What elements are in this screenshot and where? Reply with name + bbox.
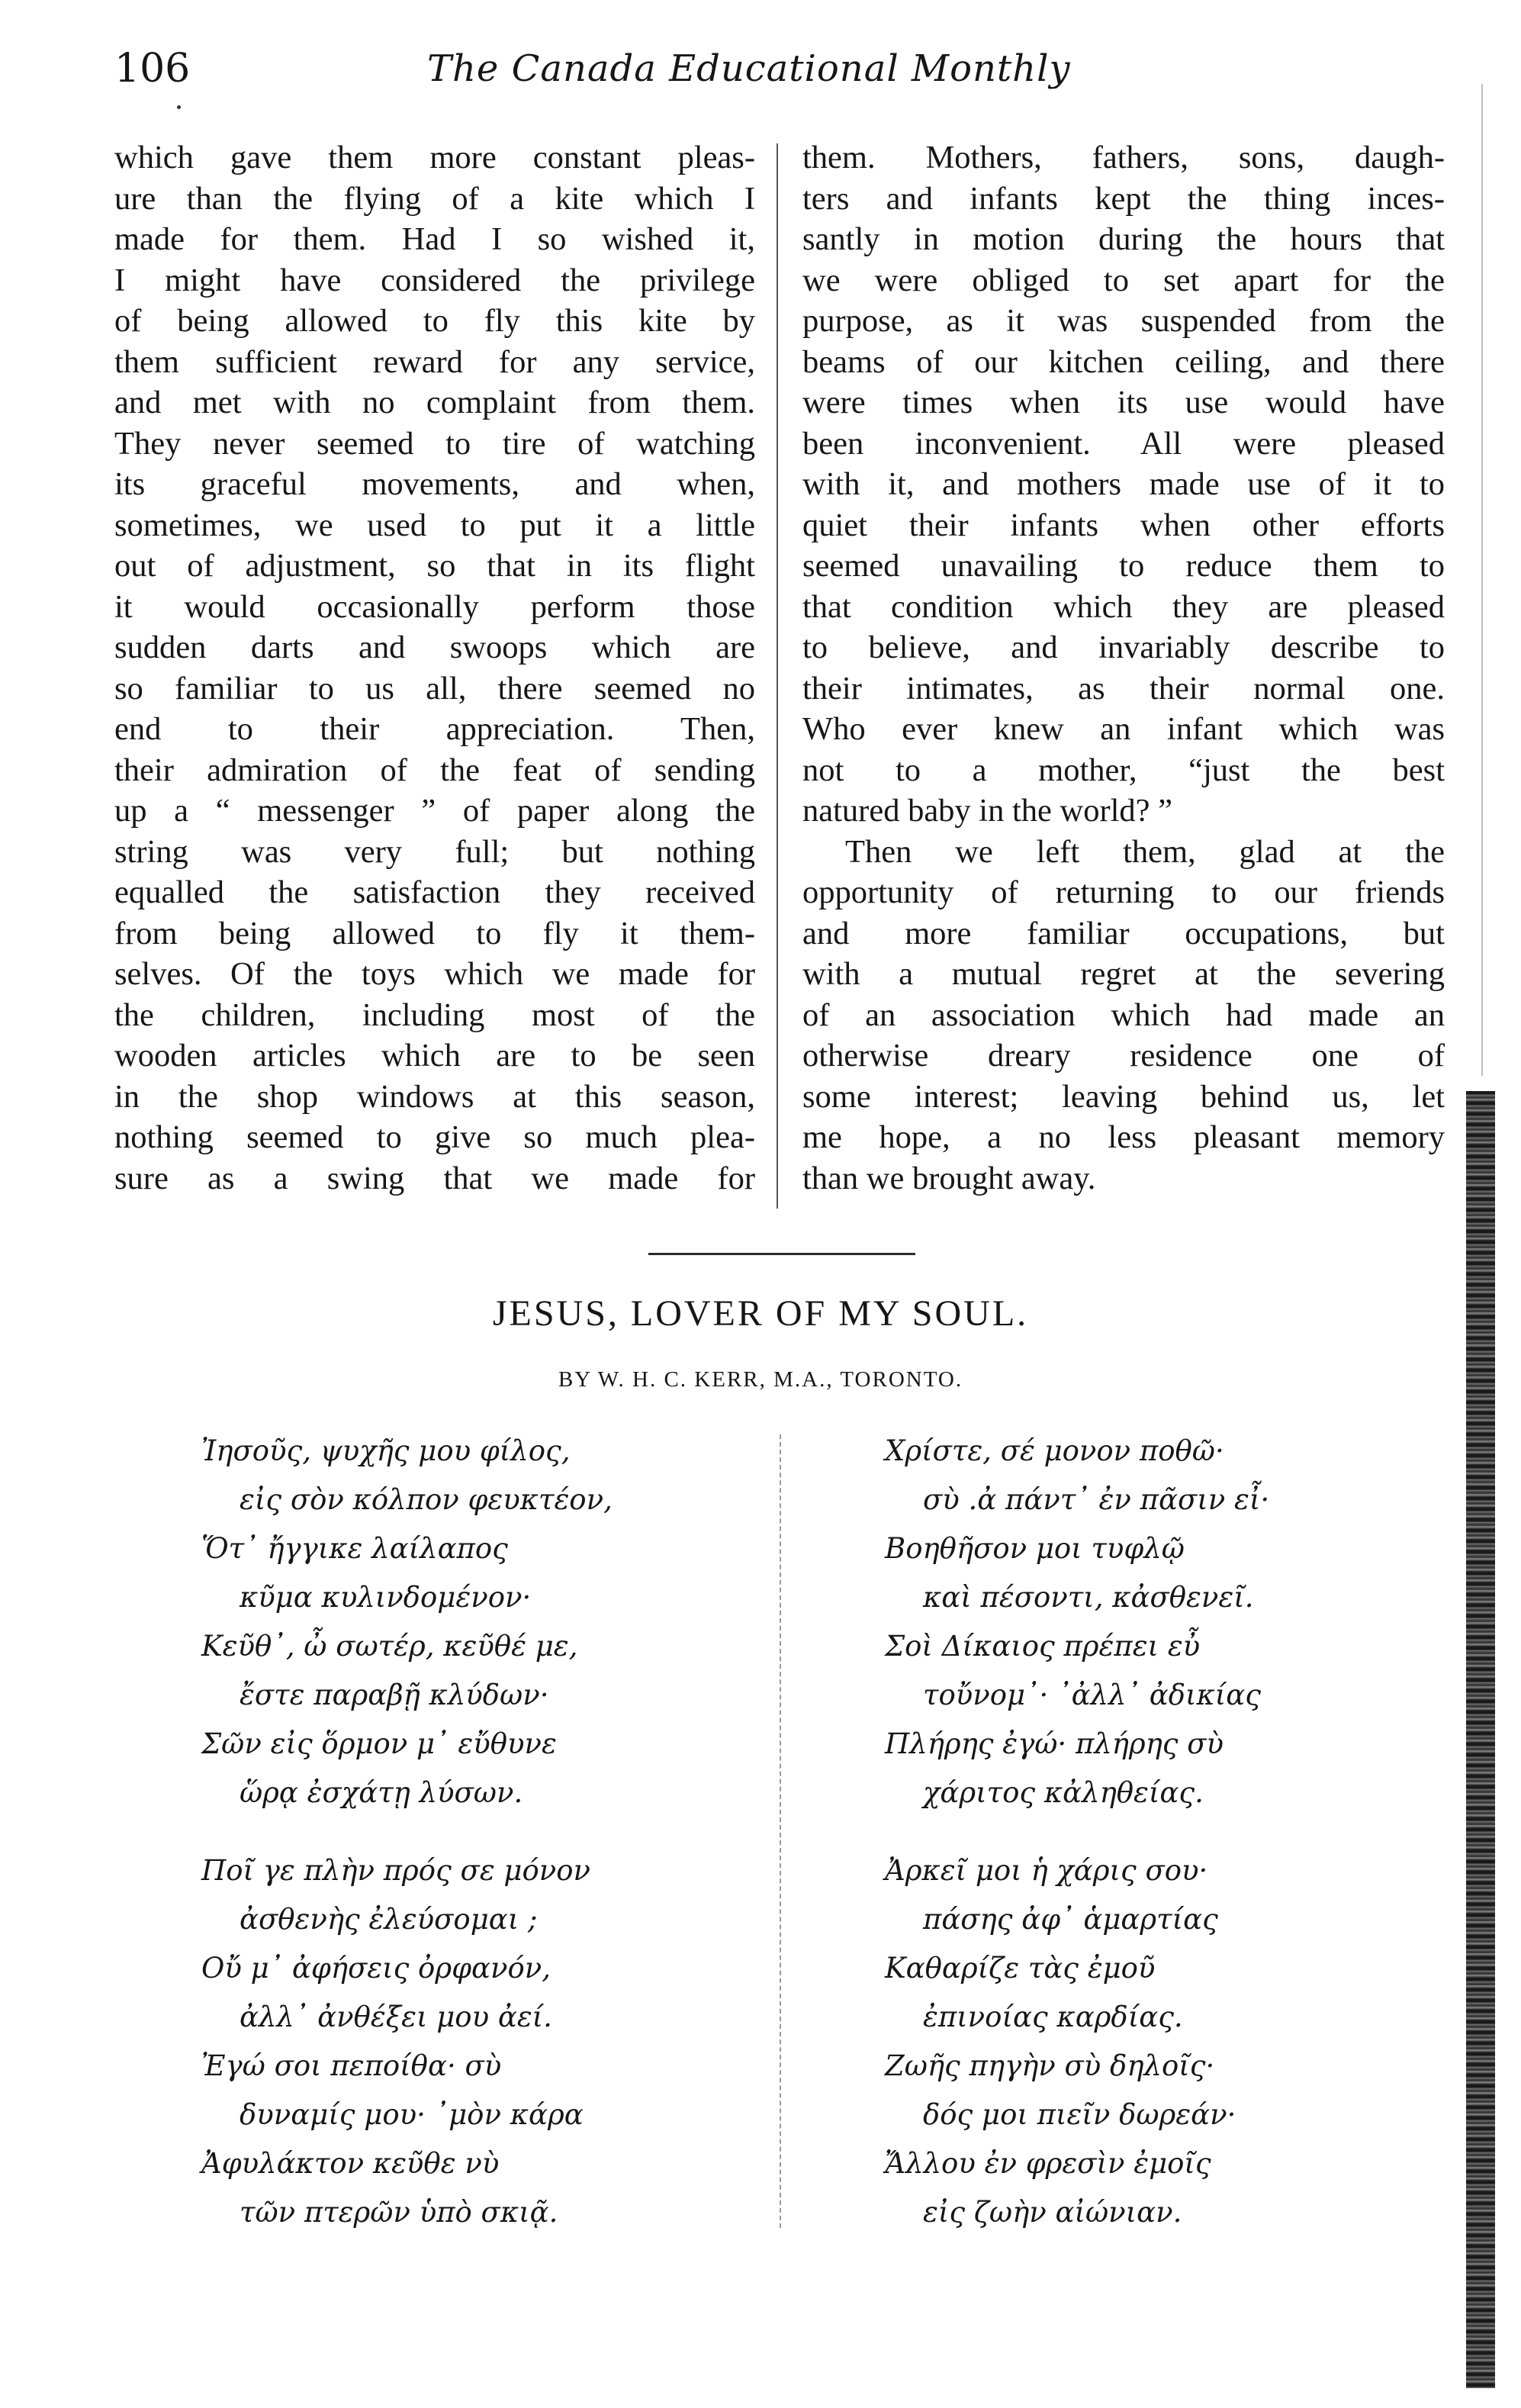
text-line: sometimes, we used to put it a little [114, 507, 755, 543]
poem-title: JESUS, LOVER OF MY SOUL. [492, 1293, 1029, 1334]
text-line: with a mutual regret at the severing [802, 956, 1445, 992]
poem-stanza [885, 1846, 1236, 2237]
verse-line: Σῶν εἰς ὅρμον μ᾽ εὔθυνε [201, 1727, 557, 1760]
verse-line: Κεῦθ᾽, ὦ σωτέρ, κεῦθέ με, [201, 1630, 578, 1663]
text-line: that condition which they are pleased [802, 588, 1445, 625]
text-line: string was very full; but nothing [114, 833, 755, 870]
text-line: end to their appreciation. Then, [114, 711, 755, 747]
verse-line: πάσης ἀφ᾽ ἁμαρτίας [923, 1903, 1218, 1936]
text-line: it would occasionally perform those [114, 588, 755, 625]
poem-stanza [201, 1427, 613, 1817]
text-line: quiet their infants when other efforts [802, 507, 1445, 543]
text-line: some interest; leaving behind us, let [802, 1078, 1445, 1115]
text-line: natured baby in the world? ” [802, 793, 1173, 829]
verse-line: σὺ .ἀ πάντ᾽ ἐν πᾶσιν εἶ· [923, 1483, 1270, 1516]
verse-line: Ἀφυλάκτον κεῦθε νὺ [201, 2147, 500, 2180]
article-left-column [114, 137, 755, 1199]
text-line: purpose, as it was suspended from the [802, 303, 1445, 339]
verse-line: εἰς σὸν κόλπον φευκτέον, [240, 1483, 613, 1516]
text-line: them. Mothers, fathers, sons, daugh- [802, 140, 1445, 175]
text-line: out of adjustment, so that in its flight [114, 548, 755, 584]
text-line: been inconvenient. All were pleased [802, 425, 1445, 462]
text-line: seemed unavailing to reduce them to [802, 548, 1445, 584]
text-line: their admiration of the feat of sending [114, 752, 755, 788]
text-line: of being allowed to fly this kite by [114, 303, 755, 339]
verse-line: ἔστε παραβῇ κλύδων· [240, 1679, 549, 1711]
text-line: opportunity of returning to our friends [802, 874, 1445, 910]
text-line: nothing seemed to give so much plea- [114, 1119, 755, 1155]
verse-line: Ἄλλου ἐν φρεσὶν ἐμοῖς [885, 2147, 1211, 2180]
text-line: with it, and mothers made use of it to [802, 466, 1445, 502]
verse-line: Ἐγώ σοι πεποίθα· σὺ [201, 2049, 502, 2082]
text-line: its graceful movements, and when, [114, 466, 755, 502]
verse-line: εἰς ζωὴν αἰώνιαν. [923, 2196, 1182, 2229]
verse-line: Βοηθῆσον μοι τυφλῷ [885, 1532, 1185, 1565]
page-edge-line [1481, 84, 1483, 1076]
page-number: 106 [114, 46, 191, 92]
verse-line: καὶ πέσοντι, κἀσθενεῖ. [923, 1581, 1254, 1614]
text-line: up a “ messenger ” of paper along the [114, 793, 755, 829]
text-line: me hope, a no less pleasant memory [802, 1119, 1445, 1155]
text-line: ure than the flying of a kite which I [114, 180, 755, 217]
text-line: selves. Of the toys which we made for [114, 956, 755, 992]
verse-line: Σοὶ Δίκαιος πρέπει εὖ [885, 1630, 1201, 1663]
text-line: them sufficient reward for any service, [114, 343, 755, 380]
print-speck [177, 105, 181, 109]
verse-line: Ἰησοῦς, ψυχῆς μου φίλος, [201, 1434, 571, 1467]
verse-line: χάριτος κἀληθείας. [923, 1776, 1204, 1809]
text-line: equalled the satisfaction they received [114, 874, 755, 910]
verse-line: ἀλλ᾽ ἀνθέξει μου ἀεί. [240, 2001, 552, 2033]
verse-line: Ὅτ᾽ ἤγγικε λαίλαπος [201, 1532, 508, 1565]
poem-stanza [201, 1846, 590, 2237]
verse-line: δός μοι πιεῖν δωρεάν· [923, 2098, 1236, 2131]
verse-line: ἐπινοίας καρδίας. [923, 2001, 1183, 2033]
text-line: not to a mother, “just the best [802, 752, 1445, 788]
running-title: The Canada Educational Monthly [427, 47, 1071, 90]
text-line: I might have considered the privilege [114, 262, 755, 298]
section-divider [648, 1253, 915, 1255]
verse-line: Ἀρκεῖ μοι ἡ χάρις σου· [885, 1854, 1208, 1887]
text-line: wooden articles which are to be seen [114, 1038, 755, 1074]
verse-line: τοὔνομ᾽· ᾽ἀλλ᾽ ἀδικίας [923, 1679, 1261, 1711]
text-line: otherwise dreary residence one of [802, 1038, 1445, 1074]
poem-column-divider [780, 1434, 781, 2228]
verse-line: Καθαρίζε τὰς ἐμοῦ [885, 1952, 1156, 1985]
text-line: we were obliged to set apart for the [802, 262, 1445, 298]
text-line: of an association which had made an [802, 996, 1445, 1033]
verse-line: ἀσθενὴς ἐλεύσομαι ; [240, 1903, 538, 1936]
text-line: so familiar to us all, there seemed no [114, 670, 755, 707]
text-line: which gave them more constant pleas- [114, 140, 755, 175]
scan-edge-shadow [1466, 1091, 1495, 2388]
paragraph-start-line: Then we left them, glad at the [845, 833, 1445, 870]
text-line: beams of our kitchen ceiling, and there [802, 343, 1445, 380]
poem-stanza [885, 1427, 1269, 1817]
verse-line: Χρίστε, σέ μονον ποθῶ· [885, 1434, 1224, 1467]
column-divider [777, 143, 778, 1209]
text-line: to believe, and invariably describe to [802, 629, 1445, 665]
text-line: were times when its use would have [802, 385, 1445, 420]
text-line: and more familiar occupations, but [802, 915, 1445, 951]
text-line: They never seemed to tire of watching [114, 425, 755, 462]
article-right-column [802, 137, 1445, 1199]
verse-line: Ποῖ γε πλὴν πρός σε μόνον [201, 1854, 591, 1887]
text-line: santly in motion during the hours that [802, 221, 1445, 257]
text-line: the children, including most of the [114, 996, 755, 1033]
text-line: ters and infants kept the thing inces- [802, 180, 1445, 217]
poem-byline: BY W. H. C. KERR, M.A., TORONTO. [558, 1367, 963, 1392]
verse-line: Ζωῆς πηγὴν σὺ δηλοῖς· [885, 2049, 1215, 2082]
text-line: sure as a swing that we made for [114, 1160, 755, 1196]
text-line: than we brought away. [802, 1160, 1096, 1196]
text-line: from being allowed to fly it them- [114, 915, 755, 951]
text-line: in the shop windows at this season, [114, 1078, 755, 1115]
text-line: sudden darts and swoops which are [114, 629, 755, 665]
verse-line: τῶν πτερῶν ὑπὸ σκιᾷ. [240, 2196, 558, 2229]
verse-line: δυναμίς μου· ᾽μὸν κάρα [240, 2098, 584, 2131]
text-line: made for them. Had I so wished it, [114, 221, 755, 257]
text-line: their intimates, as their normal one. [802, 670, 1445, 707]
text-line: and met with no complaint from them. [114, 385, 755, 420]
verse-line: Πλήρης ἐγώ· πλήρης σὺ [885, 1727, 1224, 1760]
text-line: Who ever knew an infant which was [802, 711, 1445, 747]
verse-line: ὥρᾳ ἐσχάτῃ λύσων. [240, 1776, 523, 1809]
verse-line: κῦμα κυλινδομένον· [240, 1581, 532, 1614]
verse-line: Οὔ μ᾽ ἀφήσεις ὀρφανόν, [201, 1952, 551, 1985]
